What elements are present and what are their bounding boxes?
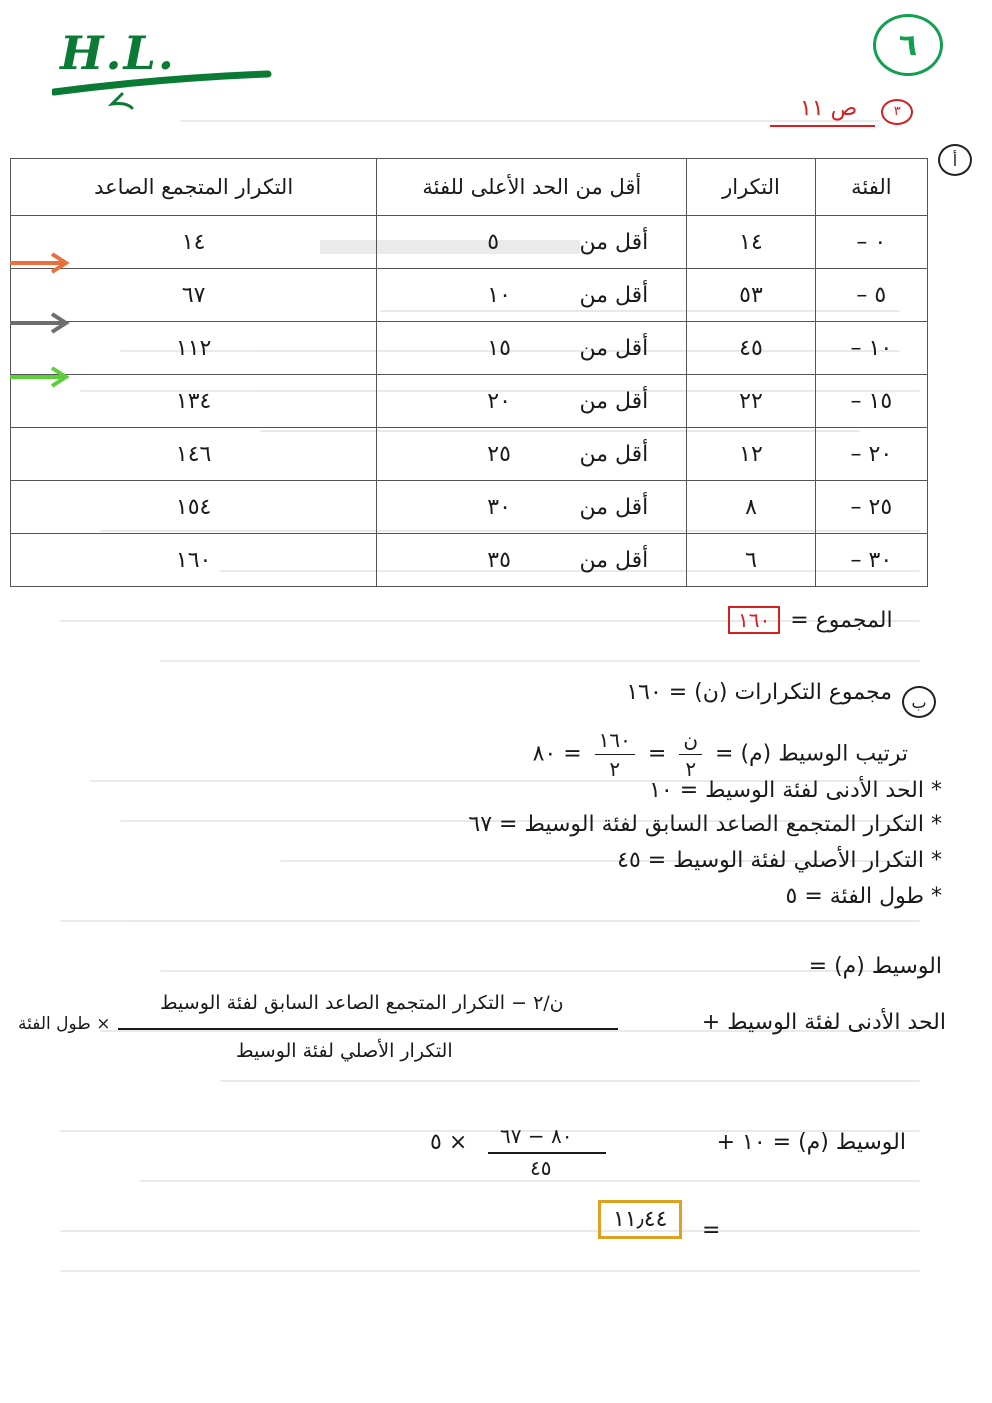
column-header-frequency: التكرار bbox=[687, 159, 815, 216]
page-reference bbox=[770, 96, 913, 127]
bullet-previous-cumulative: * التكرار المتجمع الصاعد السابق لفئة الوسيط = ٦٧ bbox=[468, 812, 942, 837]
rank-fraction-n-denominator: ٢ bbox=[685, 757, 697, 781]
less-than-value: ٢٥ bbox=[487, 441, 511, 467]
rank-fraction-value-numerator: ١٦٠ bbox=[595, 728, 635, 755]
orange-arrow-icon bbox=[10, 252, 70, 274]
total-value-box: ١٦٠ bbox=[728, 606, 780, 634]
cell-cumulative: ١٤ bbox=[11, 216, 377, 269]
cell-less-than bbox=[377, 481, 687, 534]
calculation-numerator: ٨٠ − ٦٧ bbox=[500, 1124, 573, 1148]
cell-class: ٢٠ – bbox=[815, 428, 927, 481]
cell-cumulative: ١١٢ bbox=[11, 322, 377, 375]
less-than-value: ١٠ bbox=[487, 282, 511, 308]
bullet-class-width: * طول الفئة = ٥ bbox=[785, 884, 942, 909]
cell-frequency: ٦ bbox=[687, 534, 815, 587]
less-than-prefix: أقل من bbox=[579, 494, 649, 520]
less-than-value: ٣٠ bbox=[487, 494, 511, 520]
rank-prefix: ترتيب الوسيط (م) = bbox=[715, 741, 908, 767]
less-than-value: ٢٠ bbox=[487, 388, 511, 414]
formula-numerator: ن/٢ − التكرار المتجمع الصاعد السابق لفئة الوسيط bbox=[160, 992, 564, 1014]
less-than-prefix: أقل من bbox=[579, 547, 649, 573]
less-than-prefix: أقل من bbox=[579, 388, 649, 414]
rank-fraction-n bbox=[679, 728, 702, 781]
median-label-line: الوسيط (م) = bbox=[808, 954, 942, 979]
rank-fraction-value-denominator: ٢ bbox=[609, 757, 621, 781]
column-header-less-than: أقل من الحد الأعلى للفئة bbox=[377, 159, 687, 216]
table-row bbox=[11, 269, 928, 322]
cell-cumulative: ١٦٠ bbox=[11, 534, 377, 587]
cell-less-than bbox=[377, 216, 687, 269]
less-than-prefix: أقل من bbox=[579, 229, 649, 255]
table-row bbox=[11, 375, 928, 428]
cell-cumulative: ١٤٦ bbox=[11, 428, 377, 481]
less-than-prefix: أقل من bbox=[579, 335, 649, 361]
part-a-label: أ bbox=[938, 144, 972, 176]
frequency-table bbox=[10, 158, 928, 587]
rank-fraction-n-numerator: ن bbox=[679, 728, 702, 755]
gray-arrow-icon bbox=[10, 312, 70, 334]
total-row bbox=[728, 606, 893, 634]
cell-class: ٠ – bbox=[815, 216, 927, 269]
cell-cumulative: ١٣٤ bbox=[11, 375, 377, 428]
formula-fraction-bar bbox=[118, 1028, 618, 1030]
formula-denominator: التكرار الأصلي لفئة الوسيط bbox=[236, 1040, 453, 1062]
cell-less-than bbox=[377, 269, 687, 322]
total-label: المجموع = bbox=[790, 607, 893, 633]
bullet-original-frequency: * التكرار الأصلي لفئة الوسيط = ٤٥ bbox=[617, 848, 942, 873]
formula-suffix: × طول الفئة bbox=[18, 1014, 111, 1034]
cell-less-than bbox=[377, 375, 687, 428]
initials-underline-stroke bbox=[52, 60, 272, 110]
table-row bbox=[11, 428, 928, 481]
cell-frequency: ١٤ bbox=[687, 216, 815, 269]
cell-class: ١٠ – bbox=[815, 322, 927, 375]
cell-class: ٢٥ – bbox=[815, 481, 927, 534]
median-rank-line bbox=[533, 728, 908, 781]
green-arrow-icon bbox=[10, 366, 70, 388]
cell-frequency: ٥٣ bbox=[687, 269, 815, 322]
cell-less-than bbox=[377, 534, 687, 587]
table-row bbox=[11, 534, 928, 587]
result-equals-sign: = bbox=[702, 1218, 721, 1243]
reference-circle: ٣ bbox=[881, 99, 913, 125]
rank-result: = ٨٠ bbox=[532, 741, 582, 767]
sum-of-frequencies-line: مجموع التكرارات (ن) = ١٦٠ bbox=[626, 680, 892, 705]
cell-cumulative: ٦٧ bbox=[11, 269, 377, 322]
column-header-class: الفئة bbox=[815, 159, 927, 216]
formula-prefix: الحد الأدنى لفئة الوسيط + bbox=[701, 1010, 946, 1035]
less-than-value: ٣٥ bbox=[487, 547, 511, 573]
calculation-denominator: ٤٥ bbox=[530, 1156, 552, 1180]
table-row bbox=[11, 322, 928, 375]
calculation-suffix: × ٥ bbox=[430, 1130, 468, 1155]
cell-frequency: ٢٢ bbox=[687, 375, 815, 428]
cell-cumulative: ١٥٤ bbox=[11, 481, 377, 534]
cell-class: ١٥ – bbox=[815, 375, 927, 428]
cell-frequency: ٤٥ bbox=[687, 322, 815, 375]
less-than-value: ١٥ bbox=[487, 335, 511, 361]
calculation-label: الوسيط (م) = ١٠ + bbox=[716, 1130, 906, 1155]
page-number-circle: ٦ bbox=[873, 14, 943, 76]
less-than-prefix: أقل من bbox=[579, 282, 649, 308]
cell-class: ٥ – bbox=[815, 269, 927, 322]
cell-frequency: ١٢ bbox=[687, 428, 815, 481]
cell-class: ٣٠ – bbox=[815, 534, 927, 587]
median-result-box: ١١٫٤٤ bbox=[598, 1200, 682, 1239]
calculation-fraction-bar bbox=[488, 1152, 606, 1154]
teacher-initials: H.L. bbox=[60, 26, 176, 80]
less-than-value: ٥ bbox=[487, 229, 500, 255]
rank-equals: = bbox=[647, 741, 667, 767]
bullet-lower-limit: * الحد الأدنى لفئة الوسيط = ١٠ bbox=[649, 778, 942, 803]
table-row bbox=[11, 216, 928, 269]
reference-text: ص ١١ bbox=[770, 96, 875, 127]
cell-frequency: ٨ bbox=[687, 481, 815, 534]
part-b-label: ب bbox=[902, 686, 936, 718]
table-row bbox=[11, 481, 928, 534]
table-header-row bbox=[11, 159, 928, 216]
cell-less-than bbox=[377, 322, 687, 375]
less-than-prefix: أقل من bbox=[579, 441, 649, 467]
rank-fraction-value bbox=[595, 728, 635, 781]
cell-less-than bbox=[377, 428, 687, 481]
column-header-cumulative: التكرار المتجمع الصاعد bbox=[11, 159, 377, 216]
